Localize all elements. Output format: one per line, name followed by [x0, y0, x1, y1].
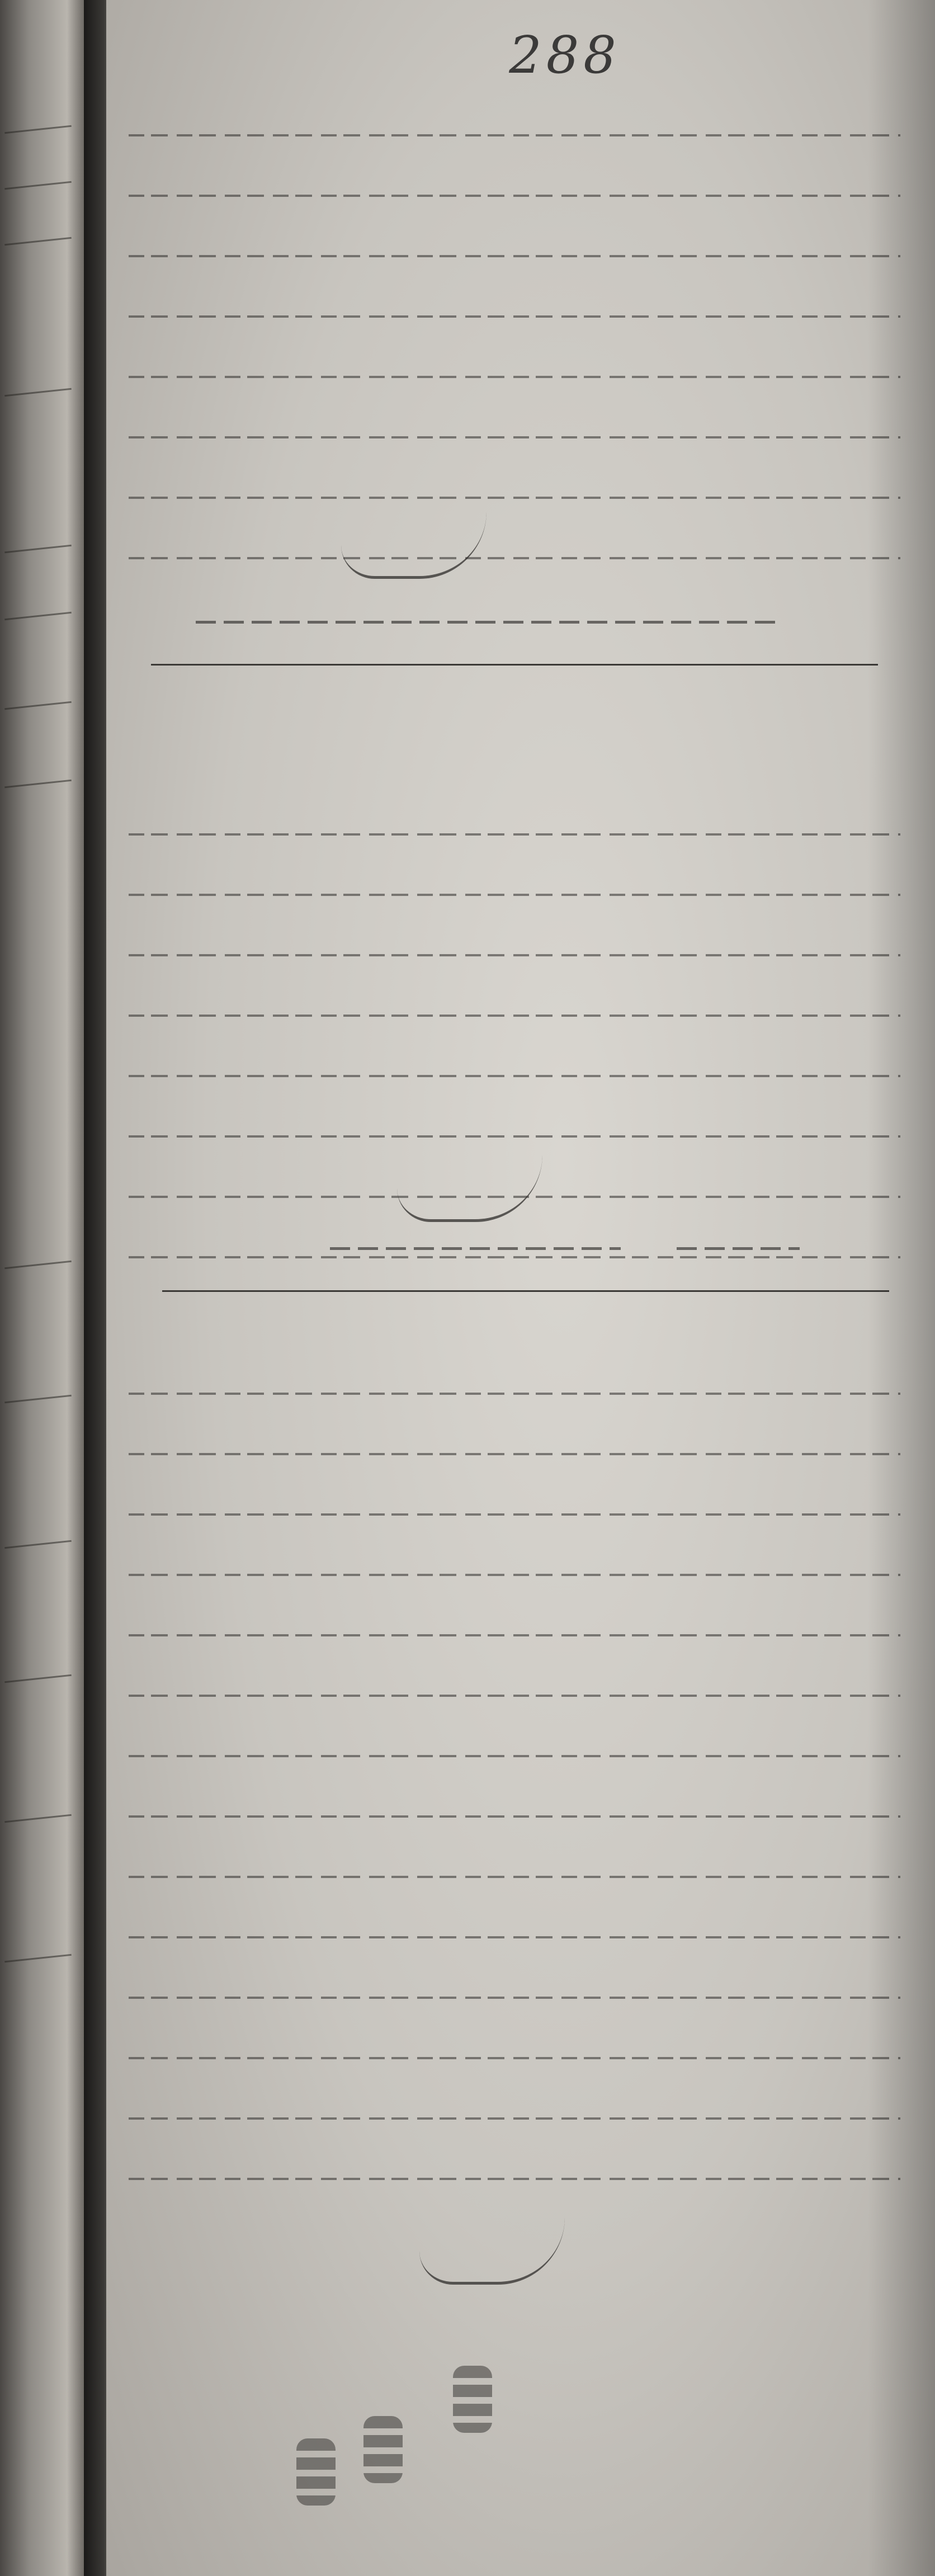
margin-ink-mark [4, 545, 72, 554]
handwritten-line [129, 172, 900, 217]
handwritten-line [129, 2095, 900, 2140]
handwritten-line [129, 353, 900, 398]
handwritten-line [129, 293, 900, 338]
marginal-note [453, 2366, 492, 2433]
manuscript-page [106, 0, 935, 2576]
handwritten-line [129, 1853, 900, 1898]
handwritten-line [129, 871, 900, 916]
handwritten-line [129, 1733, 900, 1777]
handwritten-line [129, 1370, 900, 1415]
handwritten-line [129, 1914, 900, 1959]
folio-number: 288 [509, 25, 621, 85]
margin-ink-mark [4, 1540, 72, 1549]
marginal-note [296, 2438, 336, 2506]
handwritten-line [129, 1491, 900, 1536]
margin-ink-mark [4, 612, 72, 621]
handwritten-line [129, 992, 900, 1037]
handwritten-line [129, 1974, 900, 2019]
margin-ink-mark [4, 701, 72, 710]
handwritten-line [129, 112, 900, 157]
handwritten-line [129, 2035, 900, 2079]
handwritten-line [129, 1053, 900, 1097]
margin-ink-mark [4, 1954, 72, 1963]
margin-ink-mark [4, 1814, 72, 1823]
handwritten-line [129, 233, 900, 277]
handwritten-line [129, 1113, 900, 1158]
handwritten-line [129, 811, 900, 856]
page-shadow [868, 0, 935, 2576]
handwritten-line [129, 1551, 900, 1596]
handwritten-line [129, 474, 900, 519]
scribe-signature-mark [419, 2215, 565, 2285]
register-entry-1 [129, 112, 900, 595]
margin-ink-mark [4, 237, 72, 246]
marginal-note [363, 2416, 403, 2483]
handwritten-line [129, 535, 900, 579]
handwritten-line [129, 1431, 900, 1475]
handwritten-line [129, 414, 900, 459]
margin-ink-mark [4, 1395, 72, 1404]
margin-ink-mark [4, 1261, 72, 1270]
margin-ink-mark [4, 181, 72, 190]
entry-heading-1 [151, 604, 878, 666]
entry-heading-2 [162, 1230, 889, 1292]
handwritten-line [129, 1612, 900, 1657]
register-entry-3 [129, 1370, 900, 2216]
handwritten-line [129, 1793, 900, 1838]
handwritten-line [129, 932, 900, 976]
register-entry-2 [129, 811, 900, 1294]
margin-ink-mark [4, 1674, 72, 1683]
margin-ink-mark [4, 125, 72, 134]
margin-ink-mark [4, 388, 72, 397]
margin-ink-mark [4, 780, 72, 789]
handwritten-line [129, 1672, 900, 1717]
adjacent-page-edge [0, 0, 84, 2576]
handwritten-line [129, 2155, 900, 2200]
